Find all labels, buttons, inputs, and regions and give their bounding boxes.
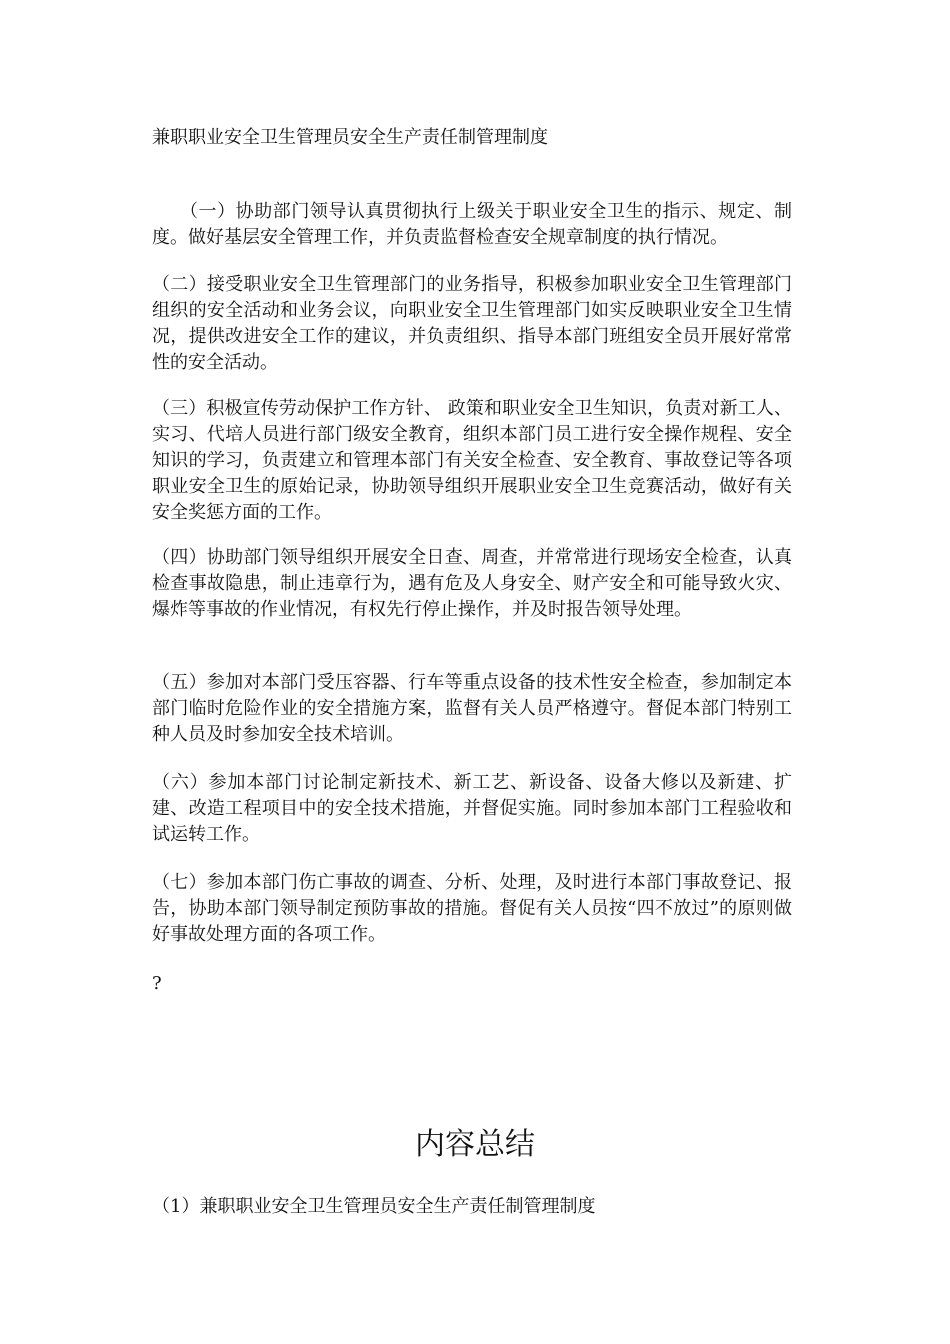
paragraph-6: （六）参加本部门讨论制定新技术、新工艺、新设备、设备大修以及新建、扩建、改造工程项目中的安全技术措施，并督促实施。同时参加本部门工程验收和试运转工作。 — [152, 772, 792, 845]
paragraph-7: （七）参加本部门伤亡事故的调查、分析、处理，及时进行本部门事故登记、报告，协助本部门领导制定预防事故的措施。督促有关人员按“四不放过”的原则做好事故处理方面的各项工作。 — [152, 872, 792, 945]
paragraph-5: （五）参加对本部门受压容器、行车等重点设备的技术性安全检查，参加制定本部门临时危险作业的安全措施方案，监督有关人员严格遵守。督促本部门特别工种人员及时参加安全技术培训。 — [152, 672, 792, 745]
summary-item: （1）兼职职业安全卫生管理员安全生产责任制管理制度 — [152, 1196, 596, 1217]
paragraph-4: （四）协助部门领导组织开展安全日查、周查，并常常进行现场安全检查，认真检查事故隐患，制止违章行为，遇有危及人身安全、财产安全和可能导致火灾、爆炸等事故的作业情况，有权先行停止操作，并及时报告领导处理。 — [152, 547, 792, 620]
paragraph-2: （二）接受职业安全卫生管理部门的业务指导，积极参加职业安全卫生管理部门组织的安全活动和业务会议，向职业安全卫生管理部门如实反映职业安全卫生情况，提供改进安全工作的建议，并负责组织、指导本部门班组安全员开展好常常性的安全活动。 — [152, 274, 792, 373]
stray-question-mark: ? — [152, 973, 162, 994]
paragraph-1: （一）协助部门领导认真贯彻执行上级关于职业安全卫生的指示、规定、制度。做好基层安全管理工作，并负责监督检查安全规章制度的执行情况。 — [152, 201, 792, 248]
document-title: 兼职职业安全卫生管理员安全生产责任制管理制度 — [152, 127, 548, 148]
summary-heading: 内容总结 — [415, 1127, 535, 1162]
paragraph-3: （三）积极宣传劳动保护工作方针、 政策和职业安全卫生知识，负责对新工人、实习、代培人员进行部门级安全教育，组织本部门员工进行安全操作规程、安全知识的学习，负责建立和管理本部门有关安全检查、安全教育、事故登记等各项职业安全卫生的原始记录，协助领导组织开展职业安全卫生竞赛活动，做好有关安全奖惩方面的工作。 — [152, 398, 792, 523]
